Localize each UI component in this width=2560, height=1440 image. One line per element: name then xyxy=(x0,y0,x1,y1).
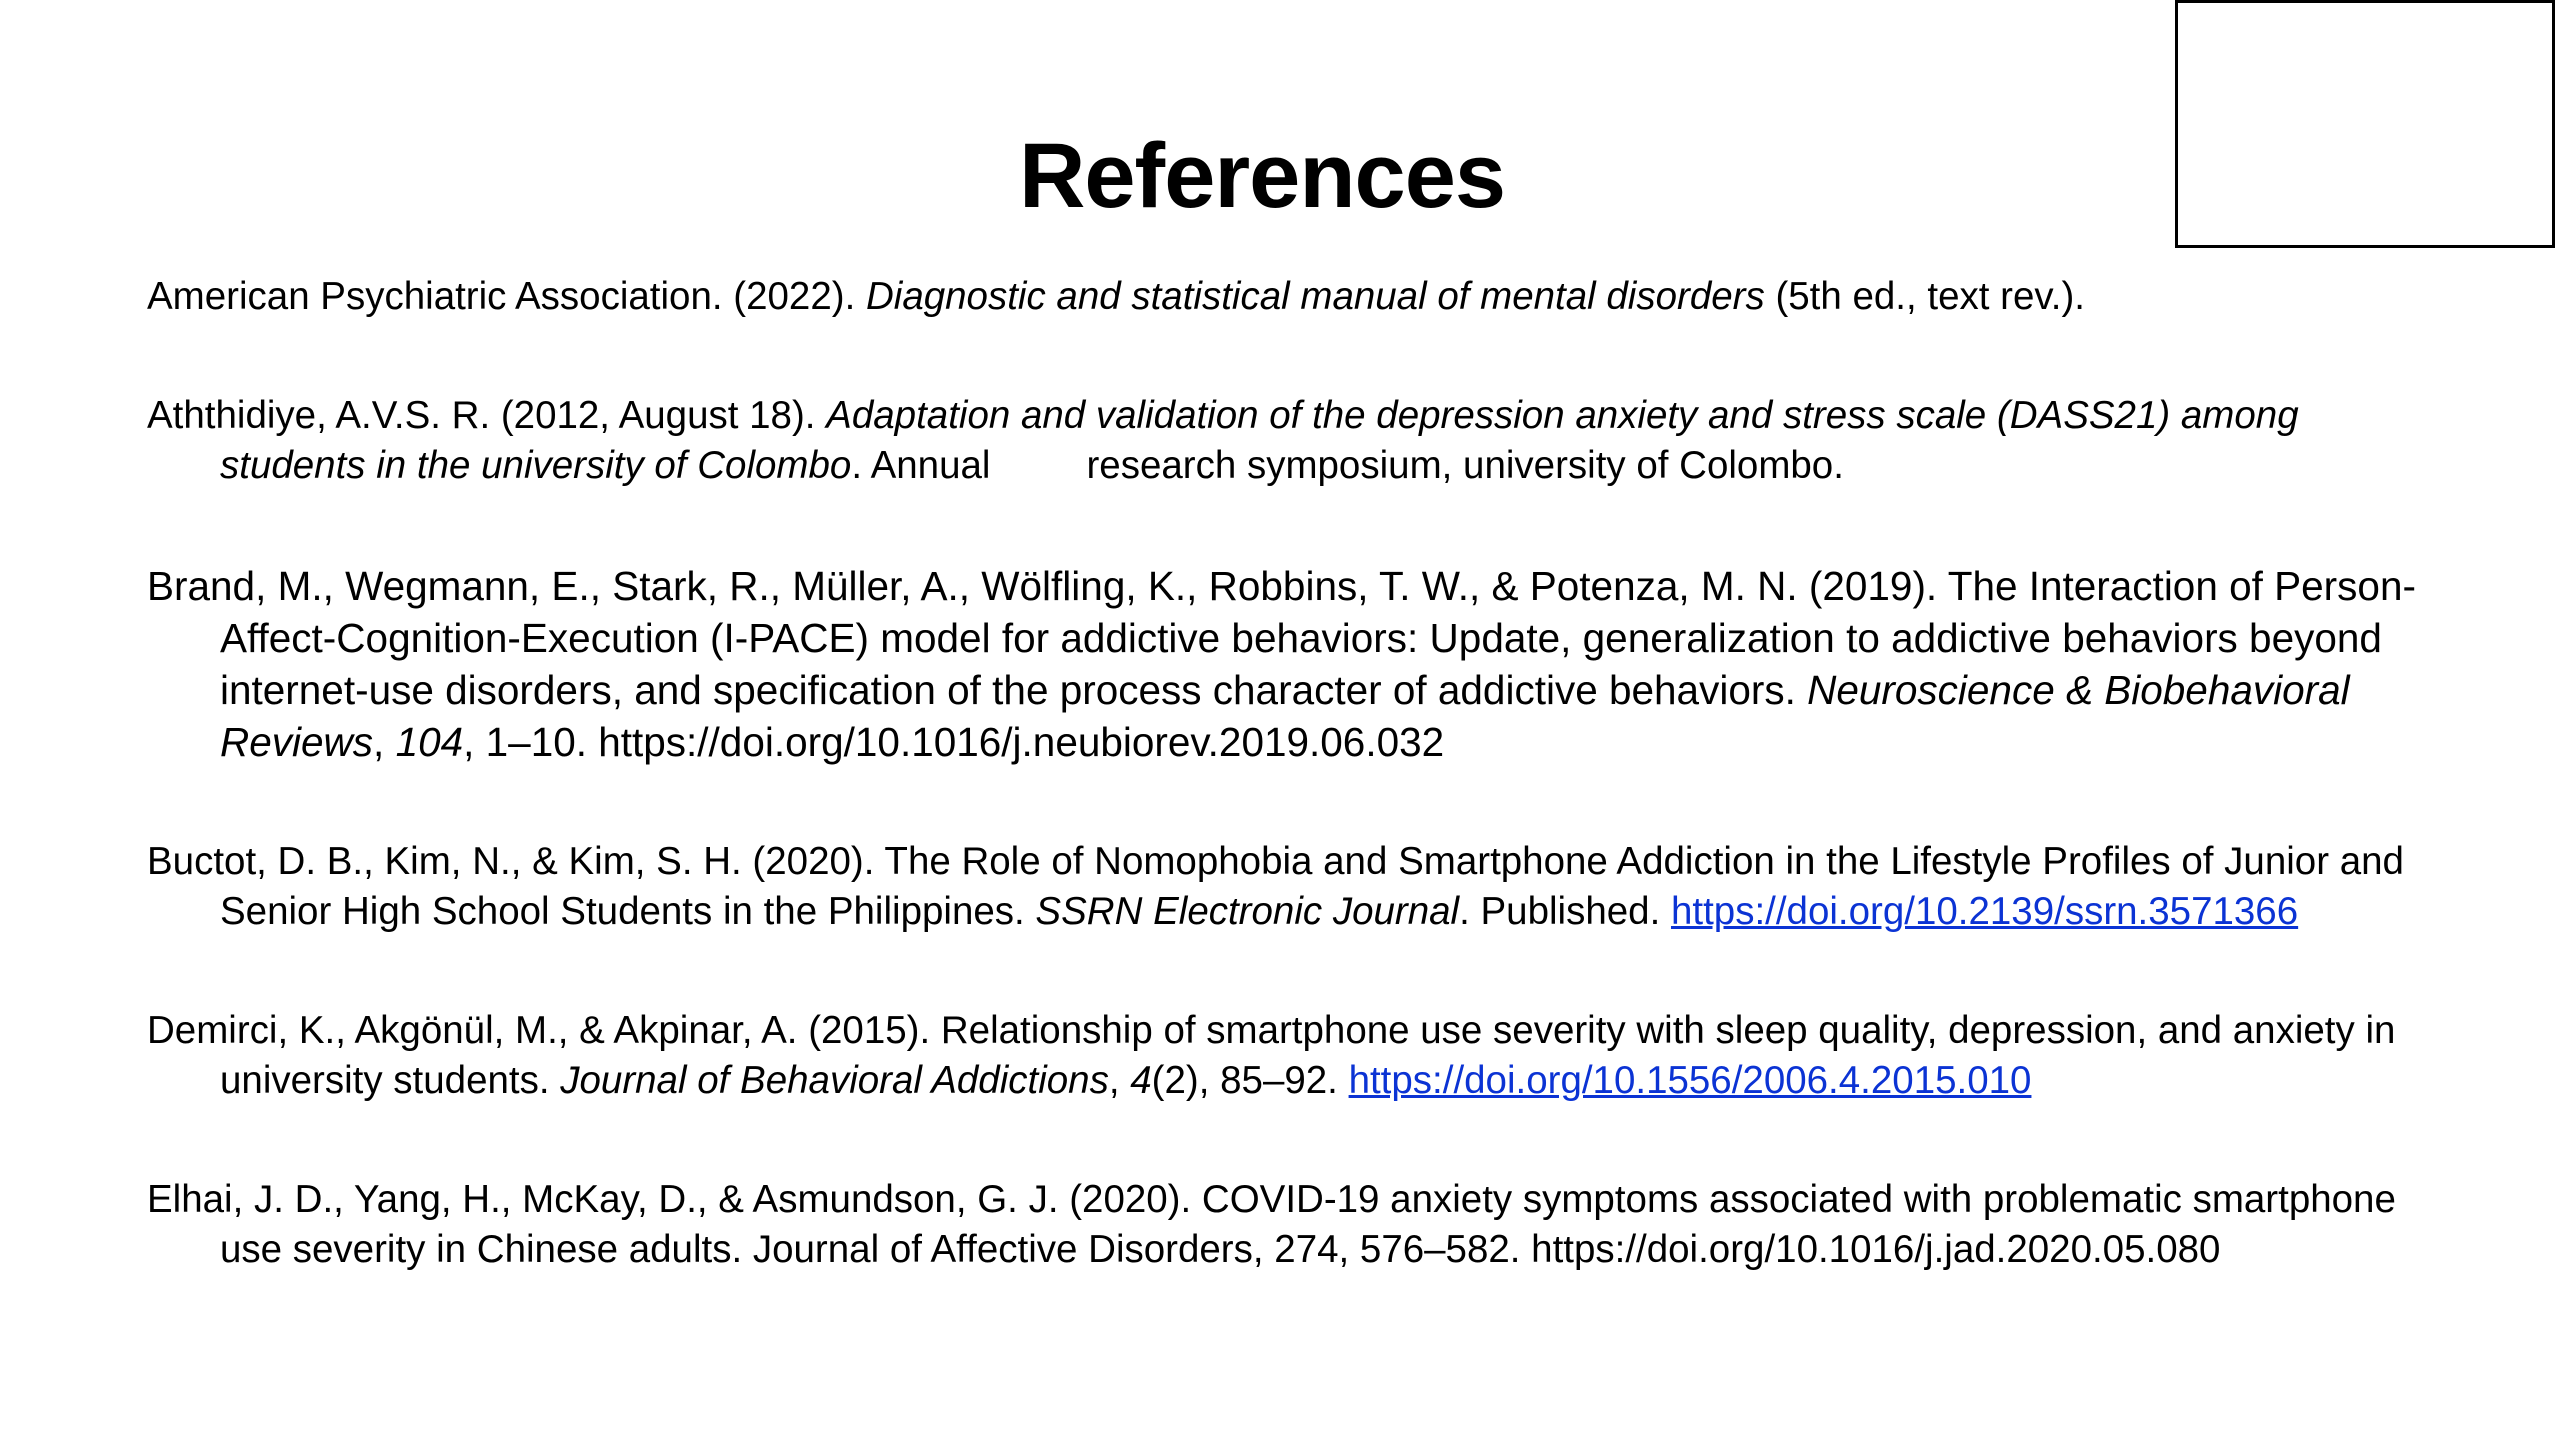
reference-text: (2), 85–92. xyxy=(1151,1059,1349,1102)
reference-text: Aththidiye, A.V.S. R. (2012, August 18). xyxy=(147,394,827,437)
reference-volume: 104 xyxy=(395,719,464,765)
reference-text: Demirci, K., Akgönül, M., & Akpinar, A. (2015). Relationship of smartphone use severity with sleep quality, depression, and anxiety in university students. xyxy=(147,1009,2396,1102)
reference-text: . Annual xyxy=(851,444,991,487)
reference-volume: 4 xyxy=(1130,1059,1152,1102)
reference-item xyxy=(147,560,2437,768)
reference-text: Buctot, D. B., Kim, N., & Kim, S. H. (2020). The Role of Nomophobia and Smartphone Addiction in the Lifestyle Profiles of Junior and Senior High School Students in the Philippines. xyxy=(147,840,2404,933)
reference-text: (5th ed., text rev.). xyxy=(1764,275,2085,318)
placeholder-box xyxy=(2175,0,2555,248)
reference-text: Brand, M., Wegmann, E., Stark, R., Müller, A., Wölfling, K., Robbins, T. W., & Potenza, M. N. (2019). The Interaction of Person-Affect-Cognition-Execution (I-PACE) model for addictive behaviors: Update, generalization to addictive behaviors beyond internet-use disorders, and specification of the process character of addictive behaviors. xyxy=(147,563,2416,713)
reference-text: , xyxy=(1108,1059,1131,1102)
reference-journal: Journal of Behavioral Addictions xyxy=(560,1059,1109,1102)
reference-title: Diagnostic and statistical manual of mental disorders xyxy=(865,275,1765,318)
reference-item xyxy=(147,272,2437,322)
references-list xyxy=(147,272,2437,1314)
reference-text: Elhai, J. D., Yang, H., McKay, D., & Asmundson, G. J. (2020). COVID-19 anxiety symptoms associated with problematic smartphone use severity in Chinese adults. Journal of Affective Disorders, 274, 576–582. https://doi.org/10.1016/j.jad.2020.05.080 xyxy=(147,1178,2396,1271)
reference-item xyxy=(147,837,2437,937)
reference-text: , xyxy=(373,719,396,765)
reference-text: American Psychiatric Association. (2022). xyxy=(147,275,866,318)
reference-item xyxy=(147,391,2437,491)
slide-title: References xyxy=(1018,124,1506,227)
reference-text: . Published. xyxy=(1459,890,1671,933)
reference-journal: Neuroscience & Biobehavioral Reviews xyxy=(220,667,2350,765)
reference-text: research symposium, university of Colombo. xyxy=(1086,444,1844,487)
reference-item xyxy=(147,1006,2437,1106)
doi-link[interactable]: https://doi.org/10.2139/ssrn.3571366 xyxy=(1670,890,2299,933)
doi-link[interactable]: https://doi.org/10.1556/2006.4.2015.010 xyxy=(1348,1059,2032,1102)
reference-journal: SSRN Electronic Journal xyxy=(1035,890,1460,933)
reference-item xyxy=(147,1175,2437,1275)
reference-text: , 1–10. https://doi.org/10.1016/j.neubiorev.2019.06.032 xyxy=(463,719,1445,765)
reference-title: Adaptation and validation of the depression anxiety and stress scale (DASS21) among students in the university of Colombo xyxy=(220,394,2299,487)
